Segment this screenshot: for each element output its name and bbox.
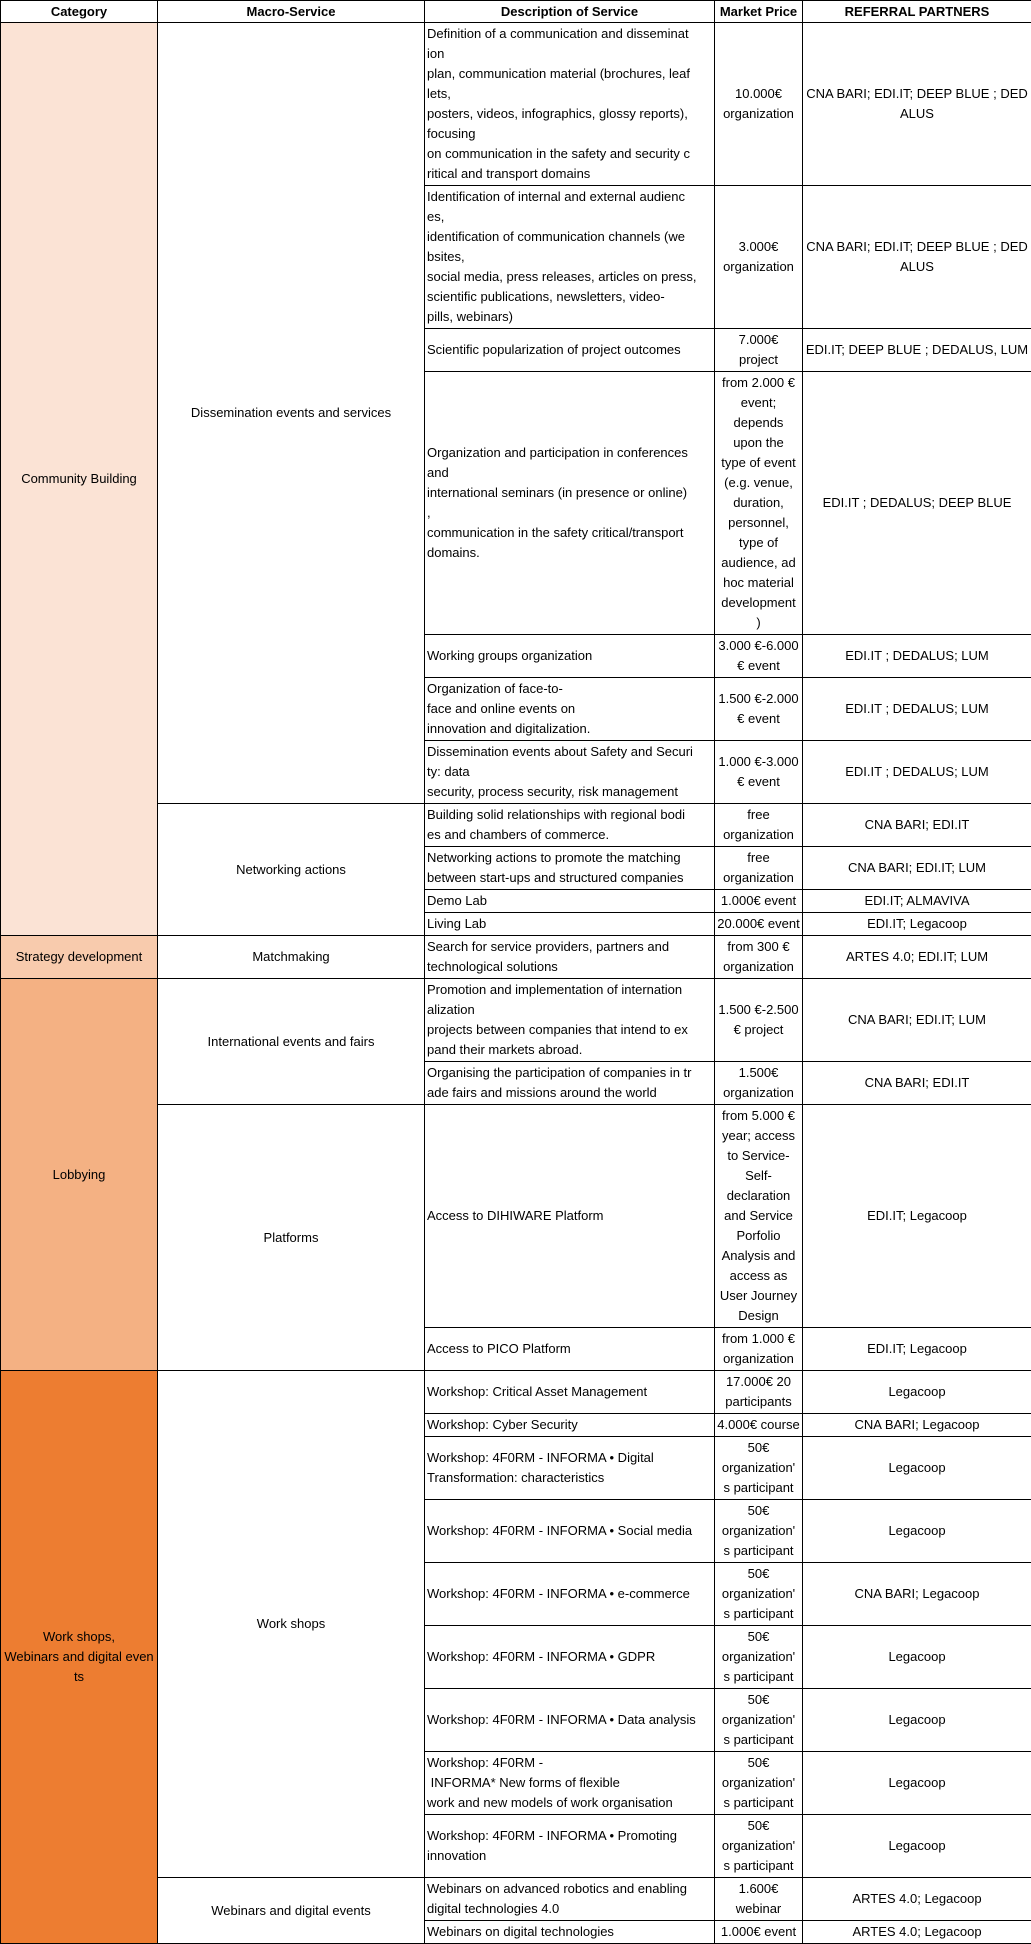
service-description: Workshop: 4F0RM - INFORMA • e-commerce (425, 1563, 715, 1626)
service-description: Organising the participation of companies in tr ade fairs and missions around the world (425, 1062, 715, 1105)
macro-workshops: Work shops (158, 1371, 425, 1878)
macro-webinars: Webinars and digital events (158, 1878, 425, 1944)
market-price: 10.000€ organization (715, 23, 803, 186)
header-macro-service: Macro-Service (158, 1, 425, 23)
referral-partners: Legacoop (803, 1437, 1031, 1500)
service-description: Identification of internal and external audienc es, identification of communication channels (we bsites, social media, press releases, articles on press, scientific publications, newsletters, video- pills, webinars) (425, 186, 715, 329)
referral-partners: ARTES 4.0; EDI.IT; LUM (803, 936, 1031, 979)
header-category: Category (1, 1, 158, 23)
service-description: Organization of face-to- face and online events on innovation and digitalization. (425, 678, 715, 741)
referral-partners: Legacoop (803, 1371, 1031, 1414)
referral-partners: CNA BARI; EDI.IT; DEEP BLUE ; DEDALUS (803, 186, 1031, 329)
service-description: Workshop: Critical Asset Management (425, 1371, 715, 1414)
service-description: Promotion and implementation of internation alization projects between companies that intend to ex pand their markets abroad. (425, 979, 715, 1062)
service-description: Webinars on advanced robotics and enabling digital technologies 4.0 (425, 1878, 715, 1921)
market-price: 7.000€ project (715, 329, 803, 372)
market-price: 50€ organization' s participant (715, 1500, 803, 1563)
service-description: Workshop: 4F0RM - INFORMA • Data analysis (425, 1689, 715, 1752)
table-row (1, 936, 1031, 979)
market-price: 1.600€ webinar (715, 1878, 803, 1921)
referral-partners: Legacoop (803, 1815, 1031, 1878)
service-description: Definition of a communication and disseminat ion plan, communication material (brochures, leaf lets, posters, videos, infographics, glossy reports), focusing on communication in the safety and security c ritical and transport domains (425, 23, 715, 186)
service-description: Building solid relationships with regional bodi es and chambers of commerce. (425, 804, 715, 847)
macro-matchmaking: Matchmaking (158, 936, 425, 979)
referral-partners: EDI.IT ; DEDALUS; LUM (803, 635, 1031, 678)
category-lobbying: Lobbying (1, 979, 158, 1371)
referral-partners: EDI.IT; Legacoop (803, 913, 1031, 936)
market-price: from 2.000 € event; depends upon the type of event (e.g. venue, duration, personnel, type of audience, ad hoc material development ) (715, 372, 803, 635)
service-description: Workshop: 4F0RM - INFORMA • Promoting innovation (425, 1815, 715, 1878)
market-price: 3.000€ organization (715, 186, 803, 329)
market-price: from 5.000 € year; access to Service- Self- declaration and Service Porfolio Analysis and access as User Journey Design (715, 1105, 803, 1328)
referral-partners: EDI.IT; Legacoop (803, 1328, 1031, 1371)
service-description: Workshop: 4F0RM - INFORMA • Digital Transformation: characteristics (425, 1437, 715, 1500)
service-description: Dissemination events about Safety and Securi ty: data security, process security, risk management (425, 741, 715, 804)
referral-partners: Legacoop (803, 1626, 1031, 1689)
market-price: free organization (715, 847, 803, 890)
referral-partners: Legacoop (803, 1500, 1031, 1563)
service-description: Workshop: 4F0RM - INFORMA • Social media (425, 1500, 715, 1563)
header-description: Description of Service (425, 1, 715, 23)
category-strategy-development: Strategy development (1, 936, 158, 979)
market-price: 50€ organization' s participant (715, 1563, 803, 1626)
market-price: 1.000€ event (715, 1921, 803, 1944)
referral-partners: EDI.IT ; DEDALUS; LUM (803, 741, 1031, 804)
market-price: 1.500 €-2.500 € project (715, 979, 803, 1062)
market-price: 4.000€ course (715, 1414, 803, 1437)
service-description: Networking actions to promote the matching between start-ups and structured companies (425, 847, 715, 890)
service-description: Workshop: 4F0RM - INFORMA • GDPR (425, 1626, 715, 1689)
referral-partners: CNA BARI; EDI.IT; DEEP BLUE ; DEDALUS (803, 23, 1031, 186)
table-row (1, 1371, 1031, 1414)
service-description: Scientific popularization of project outcomes (425, 329, 715, 372)
market-price: 50€ organization' s participant (715, 1626, 803, 1689)
service-description: Workshop: 4F0RM - INFORMA* New forms of flexible work and new models of work organisation (425, 1752, 715, 1815)
macro-networking: Networking actions (158, 804, 425, 936)
category-community-building: Community Building (1, 23, 158, 936)
referral-partners: ARTES 4.0; Legacoop (803, 1921, 1031, 1944)
service-description: Access to PICO Platform (425, 1328, 715, 1371)
category-workshops-label: Work shops, Webinars and digital events (3, 1627, 155, 1687)
macro-platforms: Platforms (158, 1105, 425, 1371)
market-price: 1.000 €-3.000 € event (715, 741, 803, 804)
market-price: 20.000€ event (715, 913, 803, 936)
referral-partners: EDI.IT ; DEDALUS; DEEP BLUE (803, 372, 1031, 635)
service-description: Access to DIHIWARE Platform (425, 1105, 715, 1328)
service-description: Demo Lab (425, 890, 715, 913)
referral-partners: EDI.IT; DEEP BLUE ; DEDALUS, LUM (803, 329, 1031, 372)
market-price: 50€ organization' s participant (715, 1437, 803, 1500)
market-price: 1.000€ event (715, 890, 803, 913)
header-market-price: Market Price (715, 1, 803, 23)
service-description: Workshop: Cyber Security (425, 1414, 715, 1437)
service-description: Living Lab (425, 913, 715, 936)
referral-partners: CNA BARI; Legacoop (803, 1414, 1031, 1437)
market-price: 17.000€ 20 participants (715, 1371, 803, 1414)
header-referral-partners: REFERRAL PARTNERS (803, 1, 1031, 23)
referral-partners: CNA BARI; EDI.IT; LUM (803, 847, 1031, 890)
category-workshops-webinars (1, 1371, 158, 1944)
market-price: 3.000 €-6.000 € event (715, 635, 803, 678)
table-row (1, 979, 1031, 1062)
service-description: Organization and participation in conferences and international seminars (in presence or online) , communication in the safety critical/transport domains. (425, 372, 715, 635)
market-price: from 1.000 € organization (715, 1328, 803, 1371)
referral-partners: Legacoop (803, 1689, 1031, 1752)
referral-partners: EDI.IT; Legacoop (803, 1105, 1031, 1328)
market-price: free organization (715, 804, 803, 847)
service-description: Search for service providers, partners and technological solutions (425, 936, 715, 979)
referral-partners: CNA BARI; EDI.IT (803, 804, 1031, 847)
referral-partners: ARTES 4.0; Legacoop (803, 1878, 1031, 1921)
referral-partners: CNA BARI; EDI.IT; LUM (803, 979, 1031, 1062)
market-price: 50€ organization' s participant (715, 1752, 803, 1815)
market-price: from 300 € organization (715, 936, 803, 979)
macro-international-events: International events and fairs (158, 979, 425, 1105)
referral-partners: CNA BARI; Legacoop (803, 1563, 1031, 1626)
table-row (1, 23, 1031, 186)
market-price: 50€ organization' s participant (715, 1689, 803, 1752)
referral-partners: CNA BARI; EDI.IT (803, 1062, 1031, 1105)
header-row (1, 1, 1031, 23)
macro-dissemination: Dissemination events and services (158, 23, 425, 804)
market-price: 1.500 €-2.000 € event (715, 678, 803, 741)
market-price: 1.500€ organization (715, 1062, 803, 1105)
referral-partners: EDI.IT ; DEDALUS; LUM (803, 678, 1031, 741)
service-description: Working groups organization (425, 635, 715, 678)
referral-partners: EDI.IT; ALMAVIVA (803, 890, 1031, 913)
market-price: 50€ organization' s participant (715, 1815, 803, 1878)
service-description: Webinars on digital technologies (425, 1921, 715, 1944)
referral-partners: Legacoop (803, 1752, 1031, 1815)
